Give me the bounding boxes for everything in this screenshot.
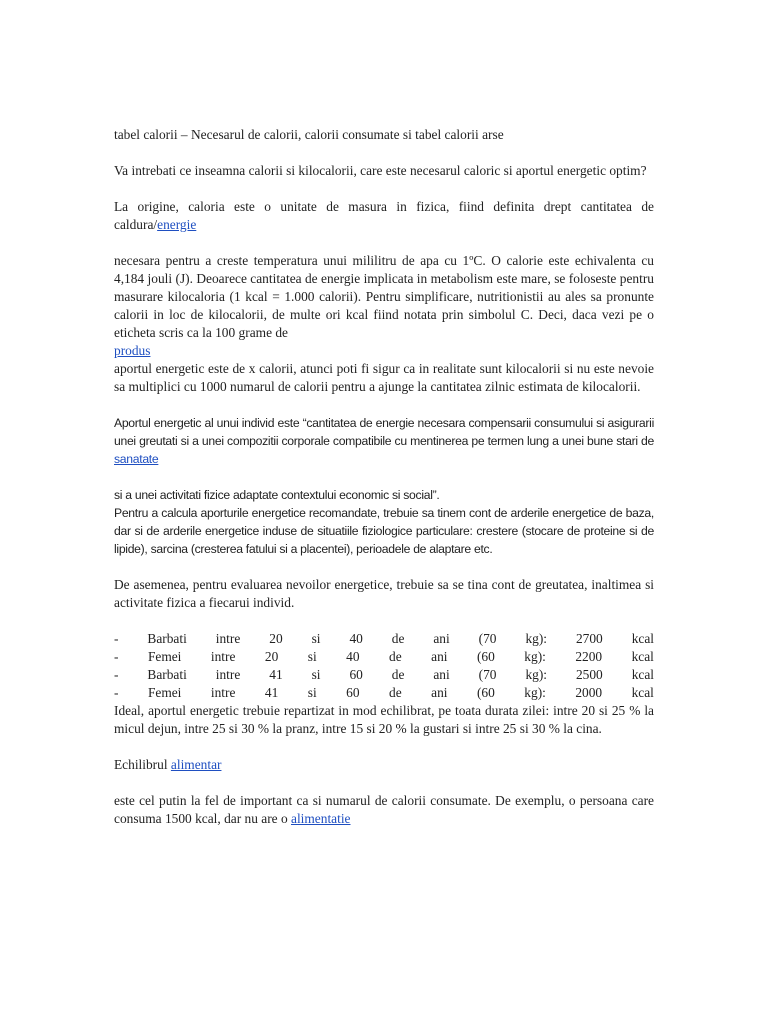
list-word: 41 (264, 685, 279, 700)
list-word: 40 (346, 649, 360, 664)
list-word: 41 (269, 667, 283, 682)
echilibrul-paragraph (114, 756, 654, 774)
list-word: kg): (525, 631, 548, 646)
calcul-paragraph: Pentru a calcula aporturile energetice recomandate, trebuie sa tinem cont de arderile energetice de baza, dar si de arderile energetice induse de situatiile fiziologice particulare: crestere (stocare de proteine si de lipide), sarcina (cresterea fatului si a placentei), perioadele de alaptare etc. (114, 506, 654, 556)
origin-text: La origine, caloria este o unitate de masura in fizica, fiind definita drept cantitatea de caldura/ (114, 199, 654, 232)
list-word: de (389, 685, 402, 700)
list-word: 60 (349, 667, 363, 682)
echilibrul-text: Echilibrul (114, 757, 171, 772)
necesara-paragraph (114, 252, 654, 360)
list-word: Barbati (147, 631, 187, 646)
final-paragraph (114, 792, 654, 828)
link-energie[interactable]: energie (157, 217, 197, 232)
energy-list (114, 630, 654, 702)
origin-paragraph (114, 198, 654, 234)
list-word: (60 (476, 649, 495, 664)
list-word: 20 (269, 631, 283, 646)
list-dash: - (114, 667, 119, 682)
list-word: (60 (476, 685, 495, 700)
document-title: tabel calorii – Necesarul de calorii, calorii consumate si tabel calorii arse (114, 127, 504, 142)
list-word: (70 (478, 667, 497, 682)
list-word: kg): (524, 649, 546, 664)
list-item (114, 648, 654, 666)
list-word: 2500 (575, 667, 603, 682)
necesara-text: necesara pentru a creste temperatura unui mililitru de apa cu 1ºC. O calorie este echivalenta cu 4,184 jouli (J). Deoarece cantitatea de energie implicata in metabolism este mare, se foloseste pentru masurare kilocaloria (1 kcal = 1.000 calorii). Pentru simplificare, nutritionistii au ales sa pronunte calorii in loc de kilocalorii, de multe ori kcal fiind notata prin simbolul C. Deci, daca vezi pe o eticheta scris ca la 100 grame de (114, 253, 654, 340)
list-word: si (311, 667, 321, 682)
list-word: (70 (478, 631, 497, 646)
list-word: intre (210, 649, 236, 664)
list-word: kcal (631, 649, 654, 664)
link-alimentar[interactable]: alimentar (170, 757, 222, 772)
list-word: 2700 (575, 631, 603, 646)
activitati-paragraph: si a unei activitati fizice adaptate contextului economic si social”. (114, 488, 440, 502)
list-word: kcal (631, 631, 654, 646)
link-produs[interactable]: produs (114, 343, 151, 358)
list-word: kg): (525, 667, 548, 682)
list-word: kcal (631, 667, 654, 682)
list-word: intre (215, 667, 241, 682)
list-word: 40 (349, 631, 363, 646)
list-word: kg): (524, 685, 546, 700)
list-dash: - (114, 649, 119, 664)
aport-paragraph: aportul energetic este de x calorii, atunci poti fi sigur ca in realitate sunt kilocalorii si nu este nevoie sa multiplici cu 1000 numarul de calorii pentru a ajunge la cantitatea zilnic estimata de kilocalorii. (114, 361, 654, 394)
intro-paragraph: Va intrebati ce inseamna calorii si kilocalorii, care este necesarul caloric si aportul energetic optim? (114, 163, 647, 178)
list-word: ani (431, 685, 448, 700)
list-word: Barbati (147, 667, 187, 682)
list-word: si (311, 631, 321, 646)
list-word: de (391, 631, 405, 646)
final-text: este cel putin la fel de important ca si numarul de calorii consumate. De exemplu, o persoana care consuma 1500 kcal, dar nu are o (114, 793, 654, 826)
link-alimentatie[interactable]: alimentatie (291, 811, 351, 826)
list-item (114, 684, 654, 702)
list-word: intre (215, 631, 241, 646)
list-word: de (389, 649, 402, 664)
link-sanatate[interactable]: sanatate (114, 452, 159, 466)
ideal-paragraph: Ideal, aportul energetic trebuie repartizat in mod echilibrat, pe toata durata zilei: intre 20 si 25 % la micul dejun, intre 25 si 30 % la pranz, intre 15 si 20 % la gustari si intre 25 si 30 % la cina. (114, 703, 654, 736)
list-word: ani (433, 631, 450, 646)
list-item (114, 630, 654, 648)
list-word: Femei (147, 685, 182, 700)
list-word: 60 (346, 685, 360, 700)
evaluare-paragraph: De asemenea, pentru evaluarea nevoilor energetice, trebuie sa se tina cont de greutatea, inaltimea si activitate fizica a fiecarui individ. (114, 577, 654, 610)
list-dash: - (114, 631, 119, 646)
individ-text: Aportul energetic al unui individ este “cantitatea de energie necesara compensarii consumului si asigurarii unei greutati si a unei compozitii corporale compatibile cu mentinerea pe termen lung a unei bune stari de (114, 416, 654, 448)
list-word: si (307, 649, 317, 664)
list-word: de (391, 667, 405, 682)
list-word: kcal (631, 685, 654, 700)
list-dash: - (114, 685, 119, 700)
list-word: Femei (147, 649, 182, 664)
list-word: 20 (264, 649, 279, 664)
list-word: ani (431, 649, 448, 664)
individ-paragraph (114, 414, 654, 468)
list-word: 2000 (575, 685, 603, 700)
list-item (114, 666, 654, 684)
document-page (114, 126, 654, 828)
list-word: si (307, 685, 317, 700)
list-word: ani (433, 667, 450, 682)
list-word: 2200 (575, 649, 603, 664)
list-word: intre (210, 685, 236, 700)
